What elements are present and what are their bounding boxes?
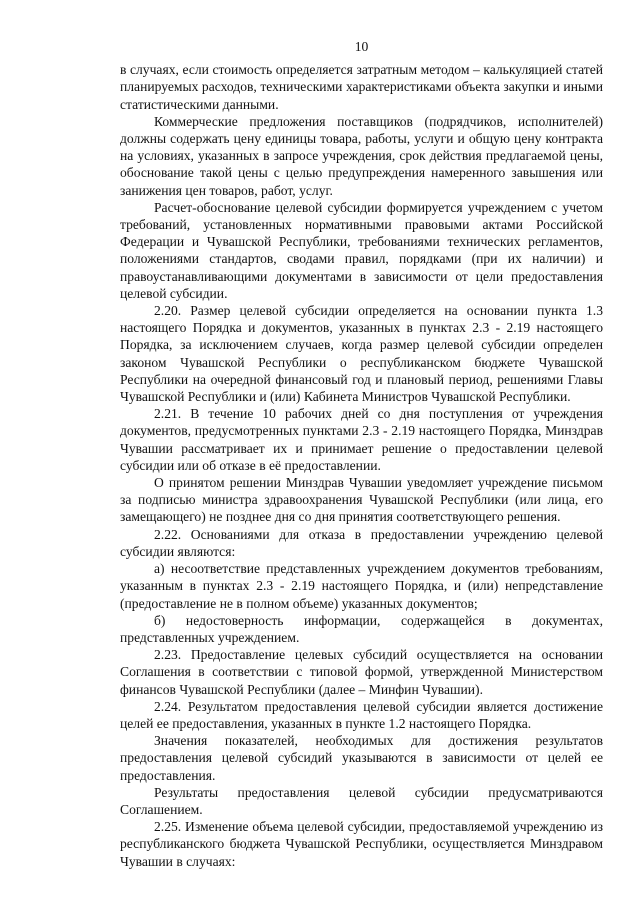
page-number: 10 — [354, 39, 369, 54]
paragraph-calculation-justification: Расчет-обоснование целевой субсидии формируется учреждением с учетом требований, установленных нормативными правовыми актами Российской Федерации и Чувашской Республики, требованиями технических регламентов, положениями стандартов, сводами правил, порядками (при их наличии) и правоустанавливающими документами в зависимости от цели предоставления целевой субсидии. — [120, 199, 603, 301]
paragraph-refusal-ground-a: а) несоответствие представленных учреждением документов требованиям, указанным в пунктах 2.3 - 2.19 настоящего Порядка, и (или) непредставление (предоставление не в полном объеме) указанных документов; — [120, 561, 603, 611]
paragraph-results-agreement: Результаты предоставления целевой субсидии предусматриваются Соглашением. — [120, 784, 603, 817]
paragraph-commercial-offers: Коммерческие предложения поставщиков (подрядчиков, исполнителей) должны содержать цену единицы товара, работы, услуги и общую цену контракта на условиях, указанных в запросе учреждения, срок действия предлагаемой цены, обоснование такой цены с целью предупреждения намеренного завышения или занижения цен товаров, работ, услуг. — [120, 113, 603, 198]
paragraph-2-21-review-period: 2.21. В течение 10 рабочих дней со дня поступления от учреждения документов, предусмотренных пунктами 2.3 - 2.19 настоящего Порядка, Минздрав Чувашии рассматривает их и принимает решение о предоставлении целевой субсидии или об отказе в её предоставлении. — [120, 406, 603, 473]
paragraph-2-22-refusal-grounds: 2.22. Основаниями для отказа в предоставлении учреждению целевой субсидии являются: — [120, 526, 603, 559]
paragraph-2-20-subsidy-amount: 2.20. Размер целевой субсидии определяется на основании пункта 1.3 настоящего Порядка и документов, указанных в пунктах 2.3 - 2.19 настоящего Порядка, за исключением случаев, когда размер целевой субсидии определен законом Чувашской Республики о республиканском бюджете Чувашской Республики на очередной финансовый год и плановый период, решениями Главы Чувашской Республики и (или) Кабинета Министров Чувашской Республики. — [120, 303, 603, 405]
paragraph-2-25-volume-change: 2.25. Изменение объема целевой субсидии, предоставляемой учреждению из республиканского бюджета Чувашской Республики, осуществляется Минздравом Чувашии в случаях: — [120, 819, 603, 869]
paragraph-cost-method-continuation: в случаях, если стоимость определяется затратным методом – калькуляцией статей планируемых расходов, техническими характеристиками объекта закупки и иными статистическими данными. — [120, 62, 603, 112]
paragraph-decision-notification: О принятом решении Минздрав Чувашии уведомляет учреждение письмом за подписью министра здравоохранения Чувашской Республики (или лица, его замещающего) не позднее дня со дня принятия соответствующего решения. — [120, 475, 603, 525]
paragraph-indicator-values: Значения показателей, необходимых для достижения результатов предоставления целевой субсидий указываются в зависимости от целей ее предоставления. — [120, 733, 603, 783]
paragraph-2-23-agreement: 2.23. Предоставление целевых субсидий осуществляется на основании Соглашения в соответствии с типовой формой, утвержденной Министерством финансов Чувашской Республики (далее – Минфин Чувашии). — [120, 647, 603, 697]
paragraph-2-24-result: 2.24. Результатом предоставления целевой субсидии является достижение целей ее предоставления, указанных в пункте 1.2 настоящего Порядка. — [120, 698, 603, 731]
paragraph-refusal-ground-b: б) недостоверность информации, содержащейся в документах, представленных учреждением. — [120, 612, 603, 645]
